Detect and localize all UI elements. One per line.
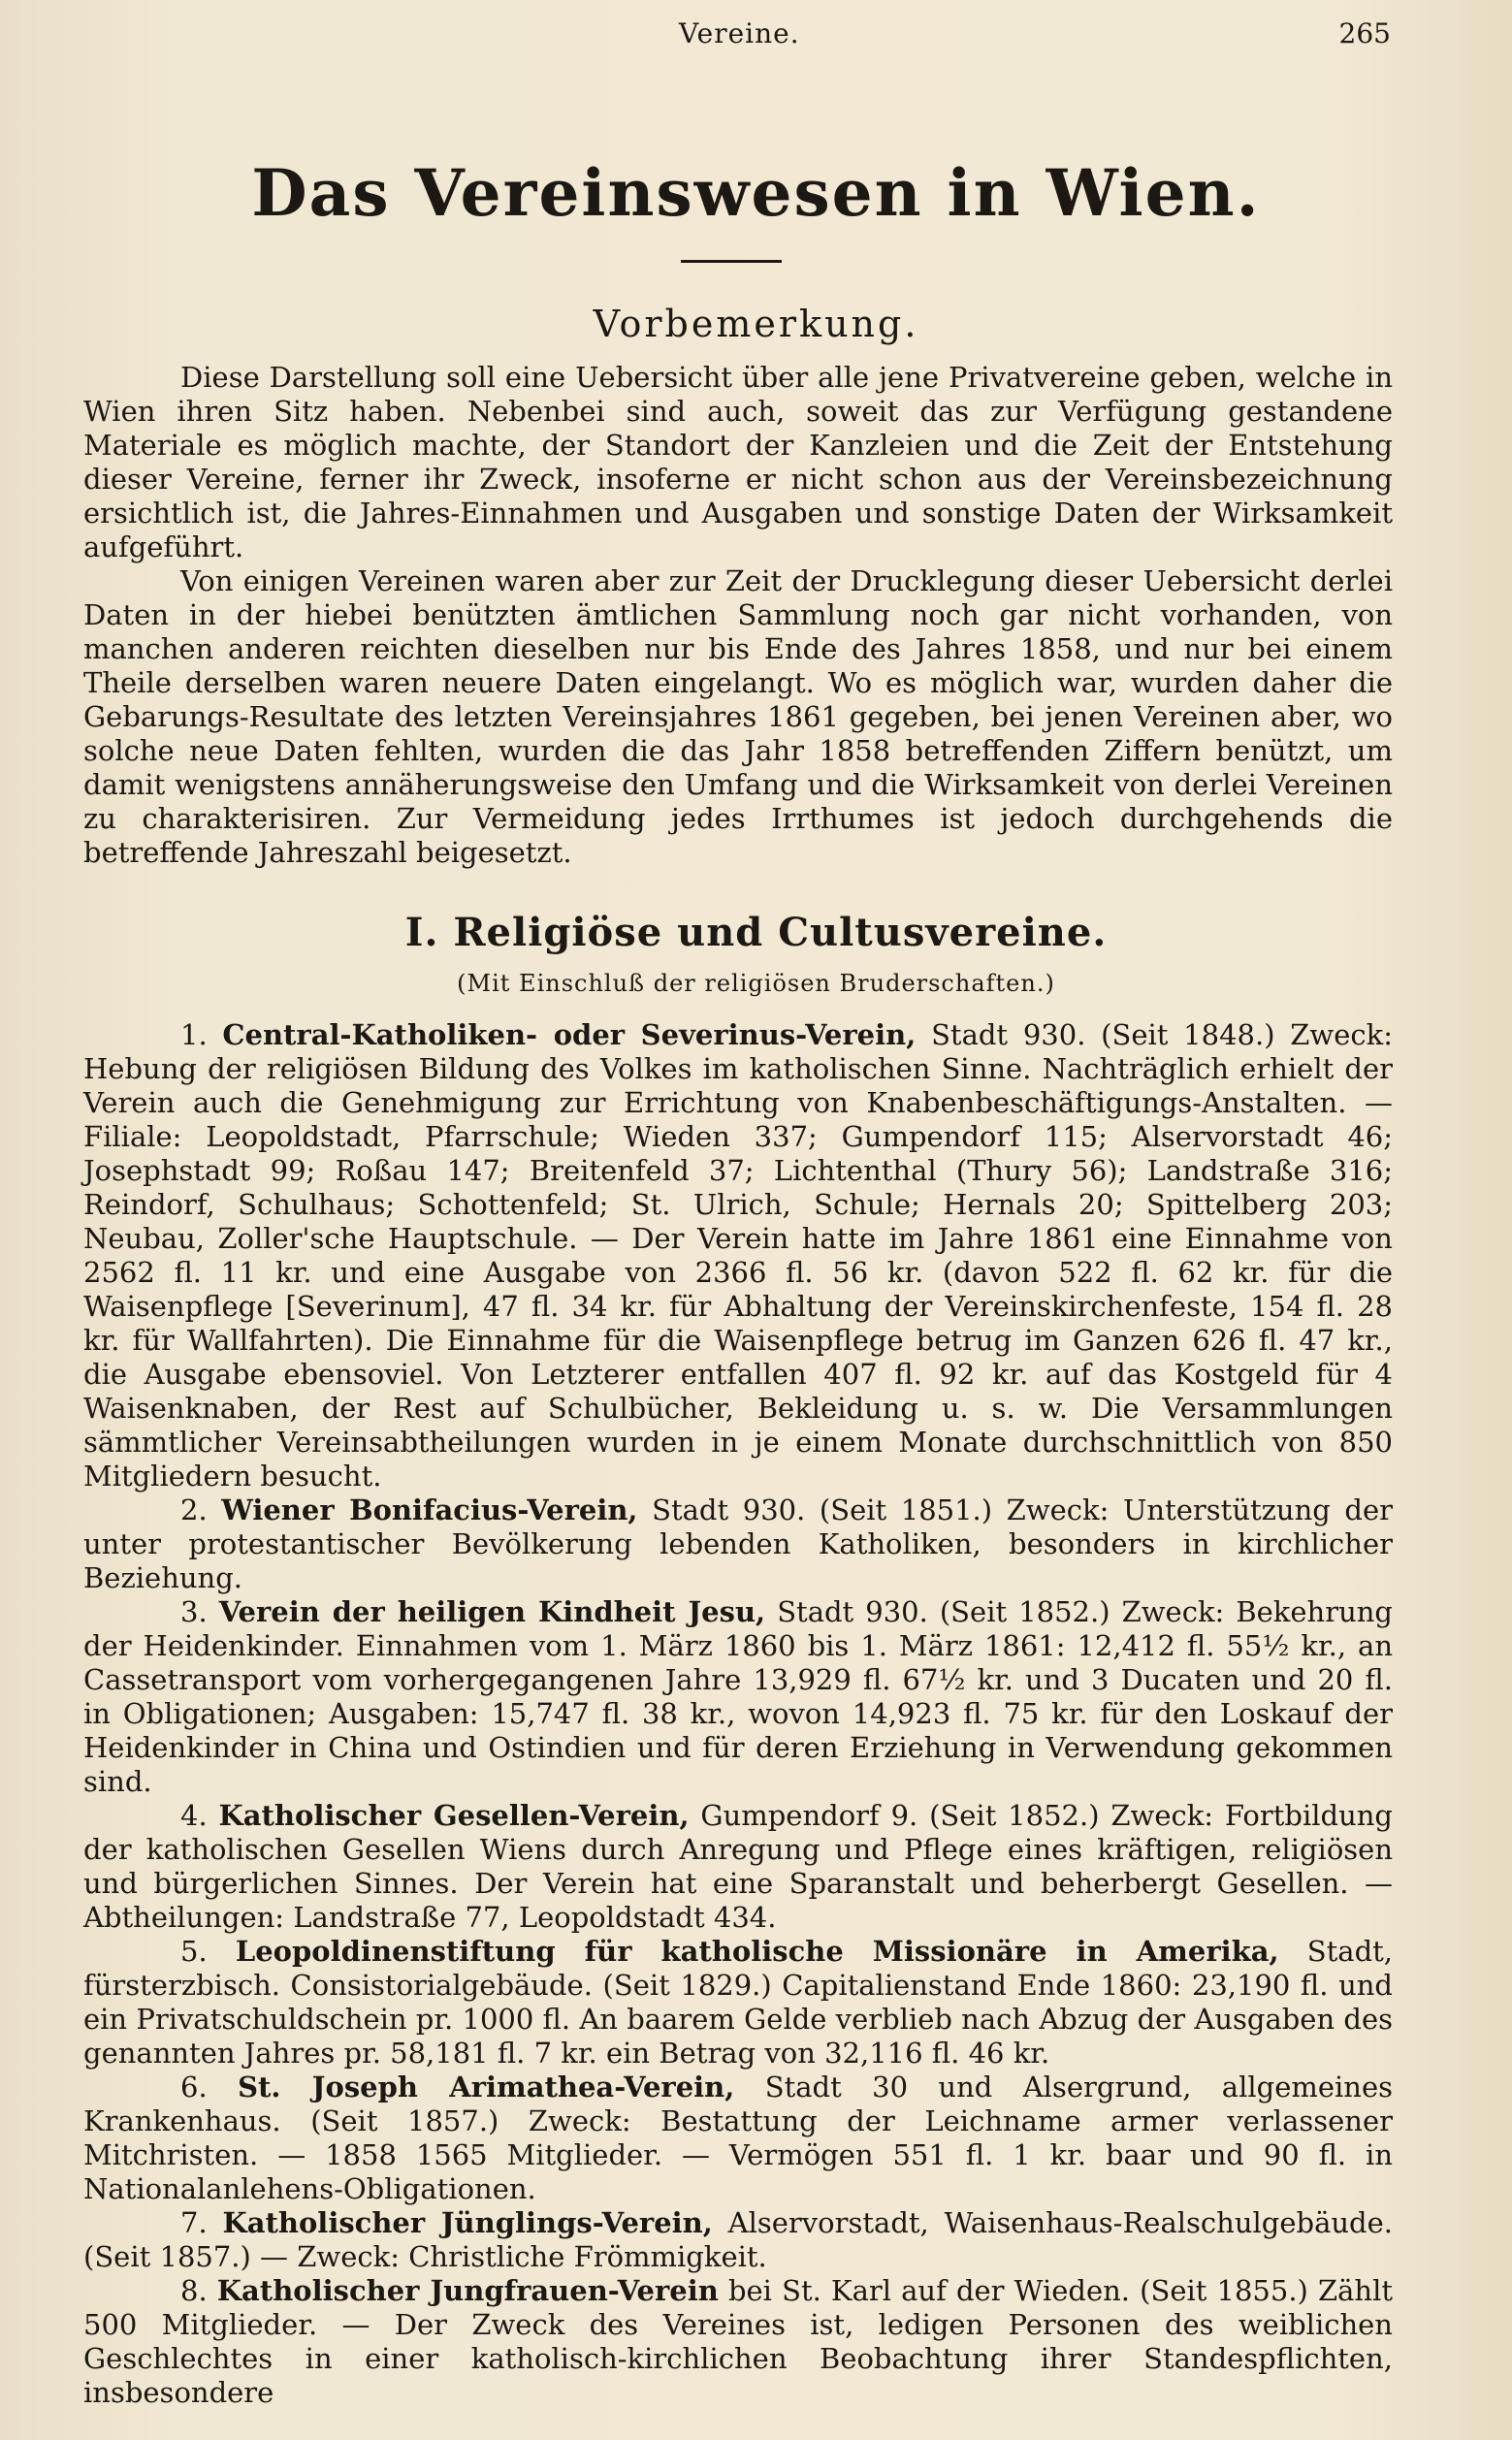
entry-number: 5. [180, 1935, 208, 1968]
preface-paragraph: Von einigen Vereinen waren aber zur Zeit der Drucklegung dieser Uebersicht derlei Daten in der hiebei benützten ämtlichen Sammlung noch gar nicht vorhanden, von manchen anderen reichten dieselben nur bis Ende des Jahres 1858, und nur bei einem Theile derselben waren neuere Daten eingelangt. Wo es möglich war, wurden daher die Gebarungs-Resultate des letzten Vereinsjahres 1861 gegeben, bei jenen Vereinen aber, wo solche neue Daten fehlten, wurden die das Jahr 1858 betreffenden Ziffern benützt, um damit wenigstens annäherungsweise den Umfang und die Wirksamkeit von derlei Vereinen zu charakterisiren. Zur Vermeidung jedes Irrthumes ist jedoch durchgehends die betreffende Jahreszahl beigesetzt. [83, 564, 1393, 869]
entry-list [83, 1018, 1393, 2410]
list-item [83, 1799, 1393, 1935]
entry-name: Verein der heiligen Kindheit Jesu, [218, 1595, 766, 1628]
page-title: Das Vereinswesen in Wien. [251, 155, 1261, 231]
entry-text: Stadt 930. (Seit 1851.) Zweck: Unterstützung der unter protestantischer Bevölkerung lebenden Katholiken, besonders in kirchlicher Beziehung. [83, 1493, 1394, 1594]
list-item [83, 2206, 1393, 2274]
preface-heading: Vorbemerkung. [593, 303, 919, 345]
list-item [83, 2274, 1393, 2410]
entry-name: St. Joseph Arimathea-Verein, [238, 2071, 735, 2103]
entry-number: 1. [180, 1018, 208, 1051]
entry-number: 6. [180, 2071, 208, 2103]
entry-name: Katholischer Jünglings-Verein, [222, 2206, 713, 2239]
running-title: Vereine. [679, 17, 800, 49]
entry-number: 2. [180, 1493, 208, 1526]
entry-name: Katholischer Gesellen-Verein, [218, 1799, 690, 1832]
list-item [83, 1493, 1393, 1595]
entry-text: Stadt 930. (Seit 1852.) Zweck: Bekehrung der Heidenkinder. Einnahmen vom 1. März 1860 bis 1. März 1861: 12,412 fl. 55½ kr., an Cassetransport vom vorhergegangenen Jahre 13,929 fl. 67½ kr. und 3 Ducaten und 20 fl. in Obligationen; Ausgaben: 15,747 fl. 38 kr., wovon 14,923 fl. 75 kr. für den Loskauf der Heidenkinder in China und Ostindien und für deren Erziehung in Verwendung gekommen sind. [83, 1595, 1393, 1798]
entry-text: bei St. Karl auf der Wieden. (Seit 1855.) Zählt 500 Mitglieder. — Der Zweck des Vereines ist, ledigen Personen des weiblichen Geschlechtes in einer katholisch-kirchlichen Beobachtung ihrer Standespflichten, insbesondere [83, 2274, 1394, 2409]
preface-text [83, 361, 1393, 870]
entry-name: Central-Katholiken- oder Severinus-Verein, [222, 1018, 917, 1051]
entry-text: Alservorstadt, Waisenhaus-Realschulgebäude. (Seit 1857.) — Zweck: Christliche Frömmigkeit. [83, 2206, 1393, 2273]
list-item [83, 1018, 1393, 1493]
entry-text: Gumpendorf 9. (Seit 1852.) Zweck: Fortbildung der katholischen Gesellen Wiens durch Anregung und Pflege eines kräftigen, religiösen und bürgerlichen Sinnes. Der Verein hat eine Sparanstalt und beherbergt Gesellen. — Abtheilungen: Landstraße 77, Leopoldstadt 434. [83, 1799, 1393, 1934]
title-divider [681, 260, 782, 263]
chapter-title: I. Religiöse und Cultusvereine. [404, 910, 1108, 955]
chapter-subtitle: (Mit Einschluß der religiösen Bruderschaften.) [457, 970, 1055, 997]
list-item [83, 1595, 1393, 1799]
preface-paragraph: Diese Darstellung soll eine Uebersicht über alle jene Privatvereine geben, welche in Wien ihren Sitz haben. Nebenbei sind auch, soweit das zur Verfügung gestandene Materiale es möglich machte, der Standort der Kanzleien und die Zeit der Entstehung dieser Vereine, ferner ihr Zweck, insoferne er nicht schon aus der Vereinsbezeichnung ersichtlich ist, die Jahres-Einnahmen und Ausgaben und sonstige Daten der Wirksamkeit aufgeführt. [83, 361, 1393, 563]
entry-number: 4. [180, 1799, 208, 1832]
entry-text: Stadt 30 und Alsergrund, allgemeines Krankenhaus. (Seit 1857.) Zweck: Bestattung der Leichname armer verlassener Mitchristen. — 1858 1565 Mitglieder. — Vermögen 551 fl. 1 kr. baar und 90 fl. in Nationalanlehens-Obligationen. [83, 2071, 1394, 2205]
list-item [83, 2071, 1393, 2206]
entry-number: 8. [180, 2274, 208, 2307]
page-number: 265 [1338, 17, 1391, 49]
running-head [0, 12, 1512, 50]
entry-name: Leopoldinenstiftung für katholische Missionäre in Amerika, [235, 1935, 1279, 1968]
entry-number: 3. [180, 1595, 208, 1628]
entry-text: Stadt 930. (Seit 1848.) Zweck: Hebung der religiösen Bildung des Volkes im katholischen Sinne. Nachträglich erhielt der Verein auch die Genehmigung zur Errichtung von Knabenbeschäftigungs-Anstalten. — Filiale: Leopoldstadt, Pfarrschule; Wieden 337; Gumpendorf 115; Alservorstadt 46; Josephstadt 99; Roßau 147; Breitenfeld 37; Lichtenthal (Thury 56); Landstraße 316; Reindorf, Schulhaus; Schottenfeld; St. Ulrich, Schule; Hernals 20; Spittelberg 203; Neubau, Zoller'sche Hauptschule. — Der Verein hatte im Jahre 1861 eine Einnahme von 2562 fl. 11 kr. und eine Ausgabe von 2366 fl. 56 kr. (davon 522 fl. 62 kr. für die Waisenpflege [Severinum], 47 fl. 34 kr. für Abhaltung der Vereinskirchenfeste, 154 fl. 28 kr. für Wallfahrten). Die Einnahme für die Waisenpflege betrug im Ganzen 626 fl. 47 kr., die Ausgabe ebensoviel. Von Letzterer entfallen 407 fl. 92 kr. auf das Kostgeld für 4 Waisenknaben, der Rest auf Schulbücher, Bekleidung u. s. w. Die Versammlungen sämmtlicher Vereinsabtheilungen wurden in je einem Monate durchschnittlich von 850 Mitgliedern besucht. [83, 1018, 1393, 1493]
entry-name: Katholischer Jungfrauen-Verein [216, 2274, 719, 2307]
list-item [83, 1935, 1393, 2071]
entry-name: Wiener Bonifacius-Verein, [221, 1493, 638, 1526]
entry-number: 7. [180, 2206, 208, 2239]
entry-text: Stadt, fürsterzbisch. Consistorialgebäude. (Seit 1829.) Capitalienstand Ende 1860: 23,190 fl. und ein Privatschuldschein pr. 1000 fl. An baarem Gelde verblieb nach Abzug der Ausgaben des genannten Jahres pr. 58,181 fl. 7 kr. ein Betrag von 32,116 fl. 46 kr. [83, 1935, 1394, 2070]
